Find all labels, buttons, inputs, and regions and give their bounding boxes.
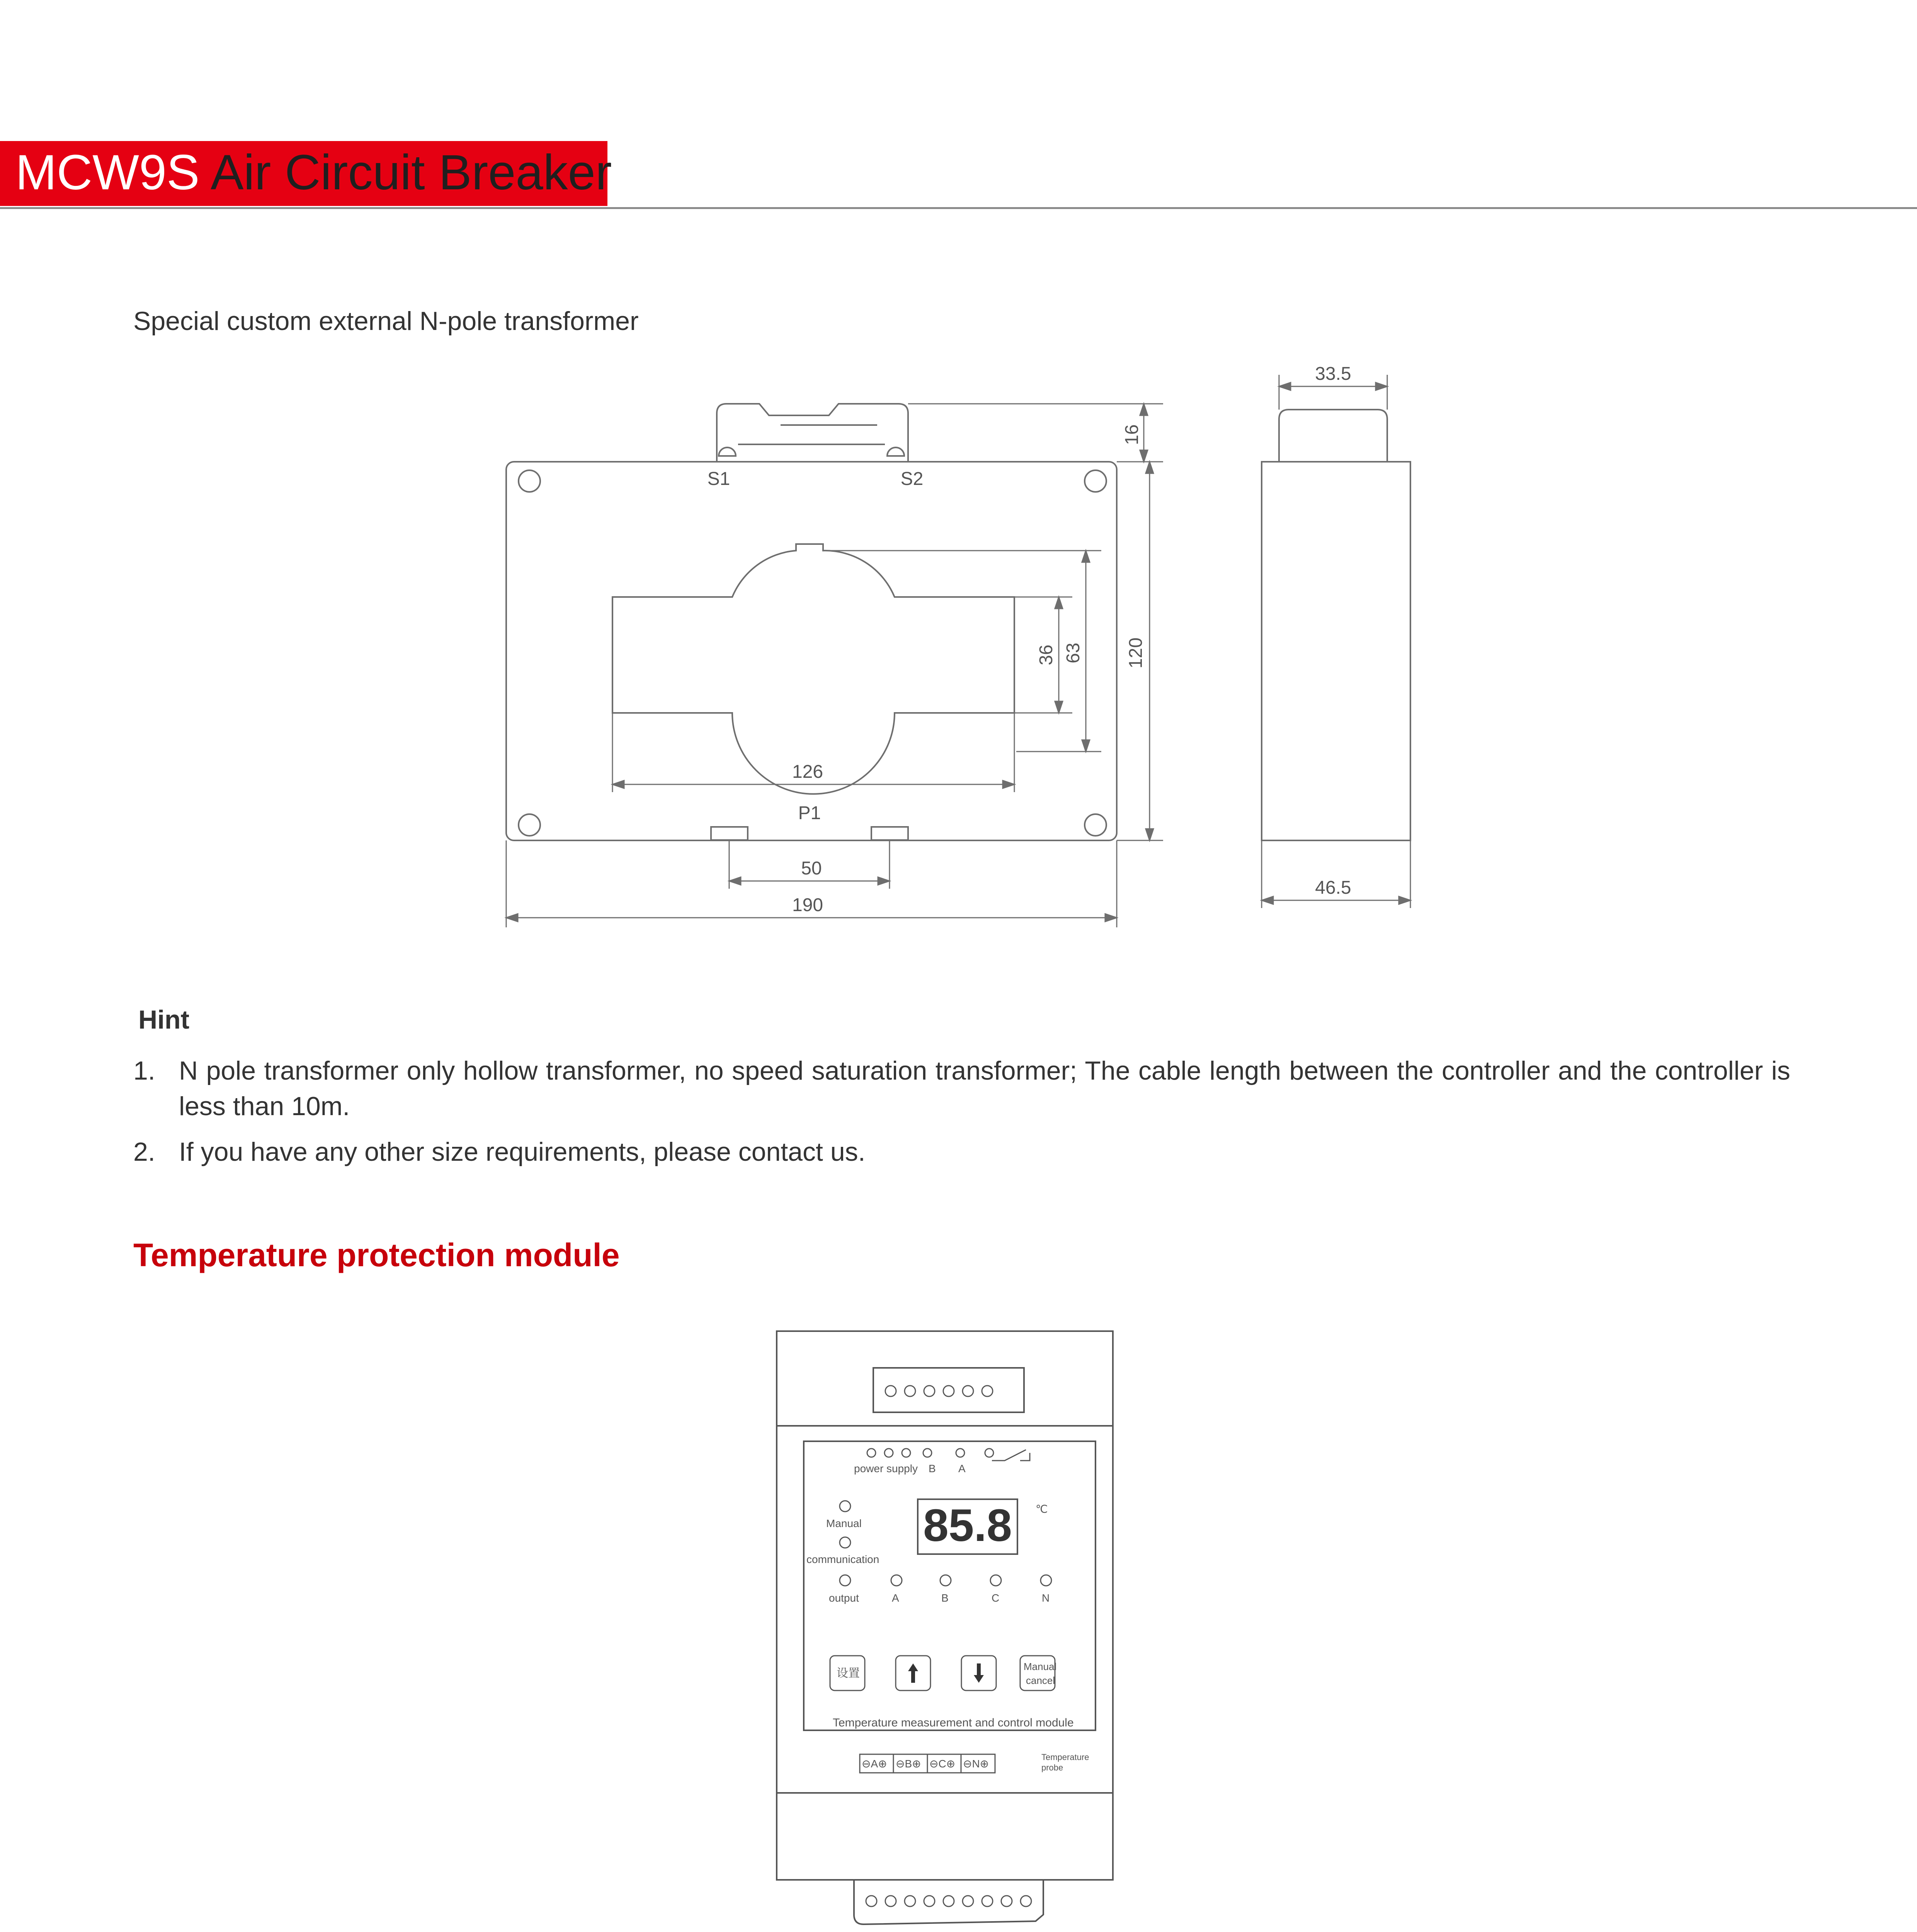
led-b-label: B <box>929 1463 936 1475</box>
temperature-module-drawing <box>769 1329 1124 1932</box>
terminal-p1b <box>871 827 908 840</box>
phase-c-label: C <box>992 1592 1000 1604</box>
terminal-a: ⊖A⊕ <box>862 1758 887 1770</box>
led-power-label: power supply <box>854 1463 918 1475</box>
cancel-button-label: cancel <box>1026 1675 1055 1686</box>
core-window <box>612 544 1014 794</box>
terminal-b: ⊖B⊕ <box>896 1758 921 1770</box>
hint-item-2-num: 2. <box>133 1137 155 1167</box>
side-view-top <box>1279 410 1387 462</box>
led-a-label: A <box>958 1463 966 1475</box>
phase-n-label: N <box>1042 1592 1050 1604</box>
communication-label: communication <box>806 1553 879 1565</box>
dim-36: 36 <box>1036 645 1056 665</box>
mount-hole <box>1085 470 1106 492</box>
label-s1: S1 <box>707 469 730 489</box>
phase-b-label: B <box>941 1592 949 1604</box>
dim-33-5: 33.5 <box>1315 364 1351 384</box>
phase-a-label: A <box>892 1592 899 1604</box>
side-view-body <box>1262 462 1410 840</box>
terminal-box <box>717 404 908 462</box>
arrow-down-icon <box>974 1663 984 1683</box>
mount-hole <box>519 470 540 492</box>
probe-label-1: Temperature <box>1041 1752 1089 1762</box>
terminal-c: ⊖C⊕ <box>929 1758 956 1770</box>
section2-title: Temperature protection module <box>133 1237 620 1273</box>
hint-item-2-text: If you have any other size requirements, please contact us. <box>179 1137 866 1167</box>
set-button-label: 设置 <box>837 1667 860 1680</box>
page-title <box>15 144 612 202</box>
terminal-p1a <box>711 827 748 840</box>
header-divider <box>0 207 1917 209</box>
label-s2: S2 <box>900 469 924 489</box>
hint-item-1-text: N pole transformer only hollow transformer, no speed saturation transformer; The cable length between the controller and the controller is less than 10m. <box>179 1056 1790 1121</box>
hint-title: Hint <box>138 1005 190 1034</box>
hint-item-1-num: 1. <box>133 1056 155 1085</box>
title-rest: Air Circuit Breaker <box>199 145 612 200</box>
mount-hole <box>519 814 540 836</box>
mount-hole <box>1085 814 1106 836</box>
dim-126: 126 <box>792 762 823 782</box>
output-label: output <box>829 1592 859 1604</box>
celsius-unit: ℃ <box>1036 1503 1048 1515</box>
dim-46-5: 46.5 <box>1315 878 1351 898</box>
section1-title: Special custom external N-pole transformer <box>133 306 639 336</box>
probe-label-2: probe <box>1041 1763 1063 1772</box>
label-p1: P1 <box>798 803 821 823</box>
module-name: Temperature measurement and control module <box>833 1716 1074 1729</box>
hint-item-2 <box>133 1134 1795 1170</box>
hint-item-1 <box>133 1053 1795 1126</box>
terminal-n: ⊖N⊕ <box>963 1758 989 1770</box>
display-value: 85.8 <box>923 1500 1012 1551</box>
dim-50: 50 <box>801 858 822 879</box>
arrow-up-icon <box>908 1663 918 1683</box>
dim-16: 16 <box>1122 424 1142 445</box>
dim-190: 190 <box>792 895 823 915</box>
dim-120: 120 <box>1126 637 1146 669</box>
module-housing <box>777 1331 1113 1880</box>
manual-label: Manual <box>826 1517 862 1529</box>
transformer-drawing <box>487 355 1430 935</box>
title-model: MCW9S <box>15 145 200 200</box>
transformer-body <box>506 462 1117 840</box>
manual-button-label: Manual <box>1024 1661 1057 1672</box>
dim-63: 63 <box>1063 643 1084 663</box>
